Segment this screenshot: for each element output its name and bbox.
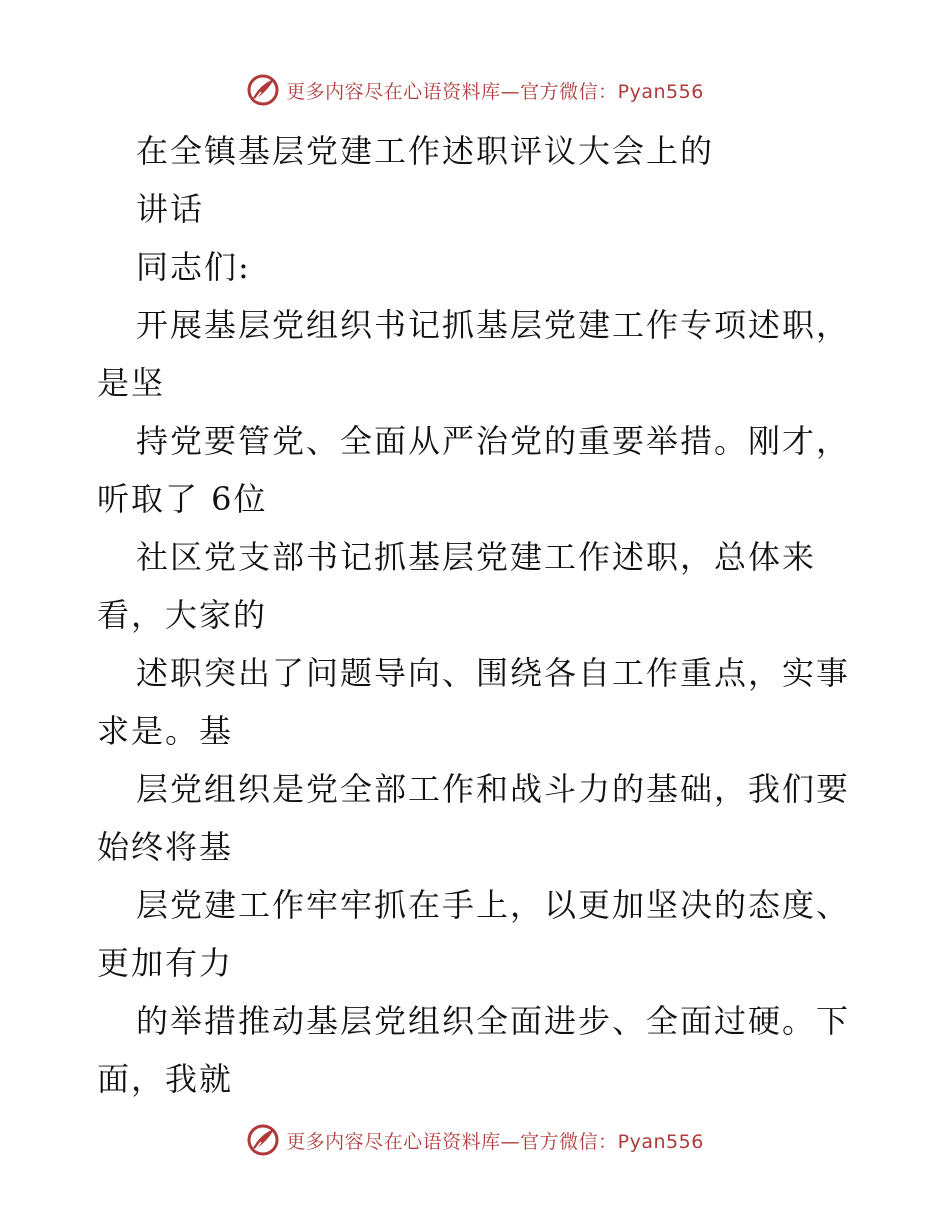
paragraph-line: 是坚 [97,364,166,402]
header-watermark [0,70,950,110]
paragraph-line: 面，我就 [97,1060,234,1098]
paragraph-line: 求是。基 [97,712,234,750]
paragraph-line: 层党组织是党全部工作和战斗力的基础，我们要 [136,770,851,808]
paragraph-line: 看，大家的 [97,596,268,634]
footer-watermark [0,1120,950,1160]
paragraph-line: 更加有力 [97,944,234,982]
paragraph-line: 听取了 6位 [97,480,268,518]
paragraph-line: 层党建工作牢牢抓在手上，以更加坚决的态度、 [136,886,851,924]
salutation: 同志们: [136,248,251,286]
title-line: 讲话 [136,190,205,228]
paragraph-line: 述职突出了问题导向、围绕各自工作重点，实事 [136,654,851,692]
title-line: 在全镇基层党建工作述职评议大会上的 [136,132,715,170]
watermark-text: 更多内容尽在心语资料库—官方微信：Pyan556 [286,80,704,103]
paragraph-line: 社区党支部书记抓基层党建工作述职，总体来 [136,538,817,576]
paragraph-line: 开展基层党组织书记抓基层党建工作专项述职， [136,306,851,344]
document-body [0,122,950,1108]
quill-logo-icon [246,73,280,107]
paragraph-line: 持党要管党、全面从严治党的重要举措。刚才， [136,422,851,460]
quill-logo-icon [246,1123,280,1157]
paragraph-line: 的举措推动基层党组织全面进步、全面过硬。下 [136,1002,851,1040]
watermark-text: 更多内容尽在心语资料库—官方微信：Pyan556 [286,1130,704,1153]
paragraph-line: 始终将基 [97,828,234,866]
